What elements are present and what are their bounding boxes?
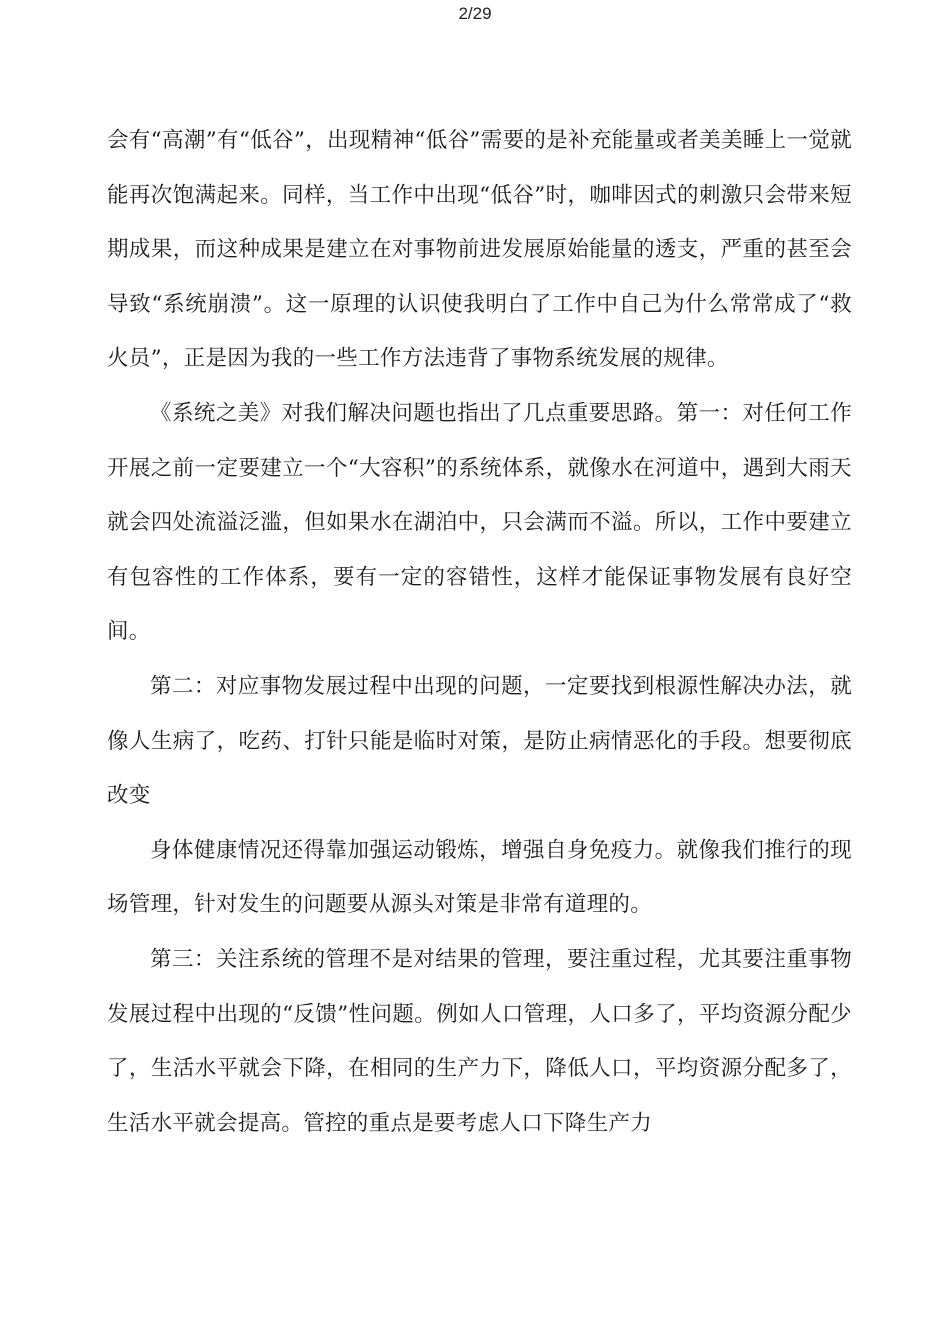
paragraph-3: 第二：对应事物发展过程中出现的问题，一定要找到根源性解决办法，就像人生病了，吃药、打针只能是临时对策，是防止病情恶化的手段。想要彻底改变 bbox=[107, 673, 852, 809]
page-number: 2/29 bbox=[458, 4, 492, 23]
document-body bbox=[107, 114, 852, 1151]
paragraph-4: 身体健康情况还得靠加强运动锻炼，增强自身免疫力。就像我们推行的现场管理，针对发生的问题要从源头对策是非常有道理的。 bbox=[107, 837, 852, 918]
paragraph-2: 《系统之美》对我们解决问题也指出了几点重要思路。第一：对任何工作开展之前一定要建立一个“大容积”的系统体系，就像水在河道中，遇到大雨天就会四处流溢泛滥，但如果水在湖泊中，只会满而不溢。所以，工作中要建立有包容性的工作体系，要有一定的容错性，这样才能保证事物发展有良好空间。 bbox=[107, 400, 852, 645]
paragraph-1: 会有“高潮”有“低谷”，出现精神“低谷”需要的是补充能量或者美美睡上一觉就能再次饱满起来。同样，当工作中出现“低谷”时，咖啡因式的刺激只会带来短期成果，而这种成果是建立在对事物前进发展原始能量的透支，严重的甚至会导致“系统崩溃”。这一原理的认识使我明白了工作中自己为什么常常成了“救火员”，正是因为我的一些工作方法违背了事物系统发展的规律。 bbox=[107, 128, 852, 372]
paragraph-5: 第三：关注系统的管理不是对结果的管理，要注重过程，尤其要注重事物发展过程中出现的“反馈”性问题。例如人口管理，人口多了，平均资源分配少了，生活水平就会下降，在相同的生产力下，降低人口，平均资源分配多了，生活水平就会提高。管控的重点是要考虑人口下降生产力 bbox=[107, 946, 852, 1136]
